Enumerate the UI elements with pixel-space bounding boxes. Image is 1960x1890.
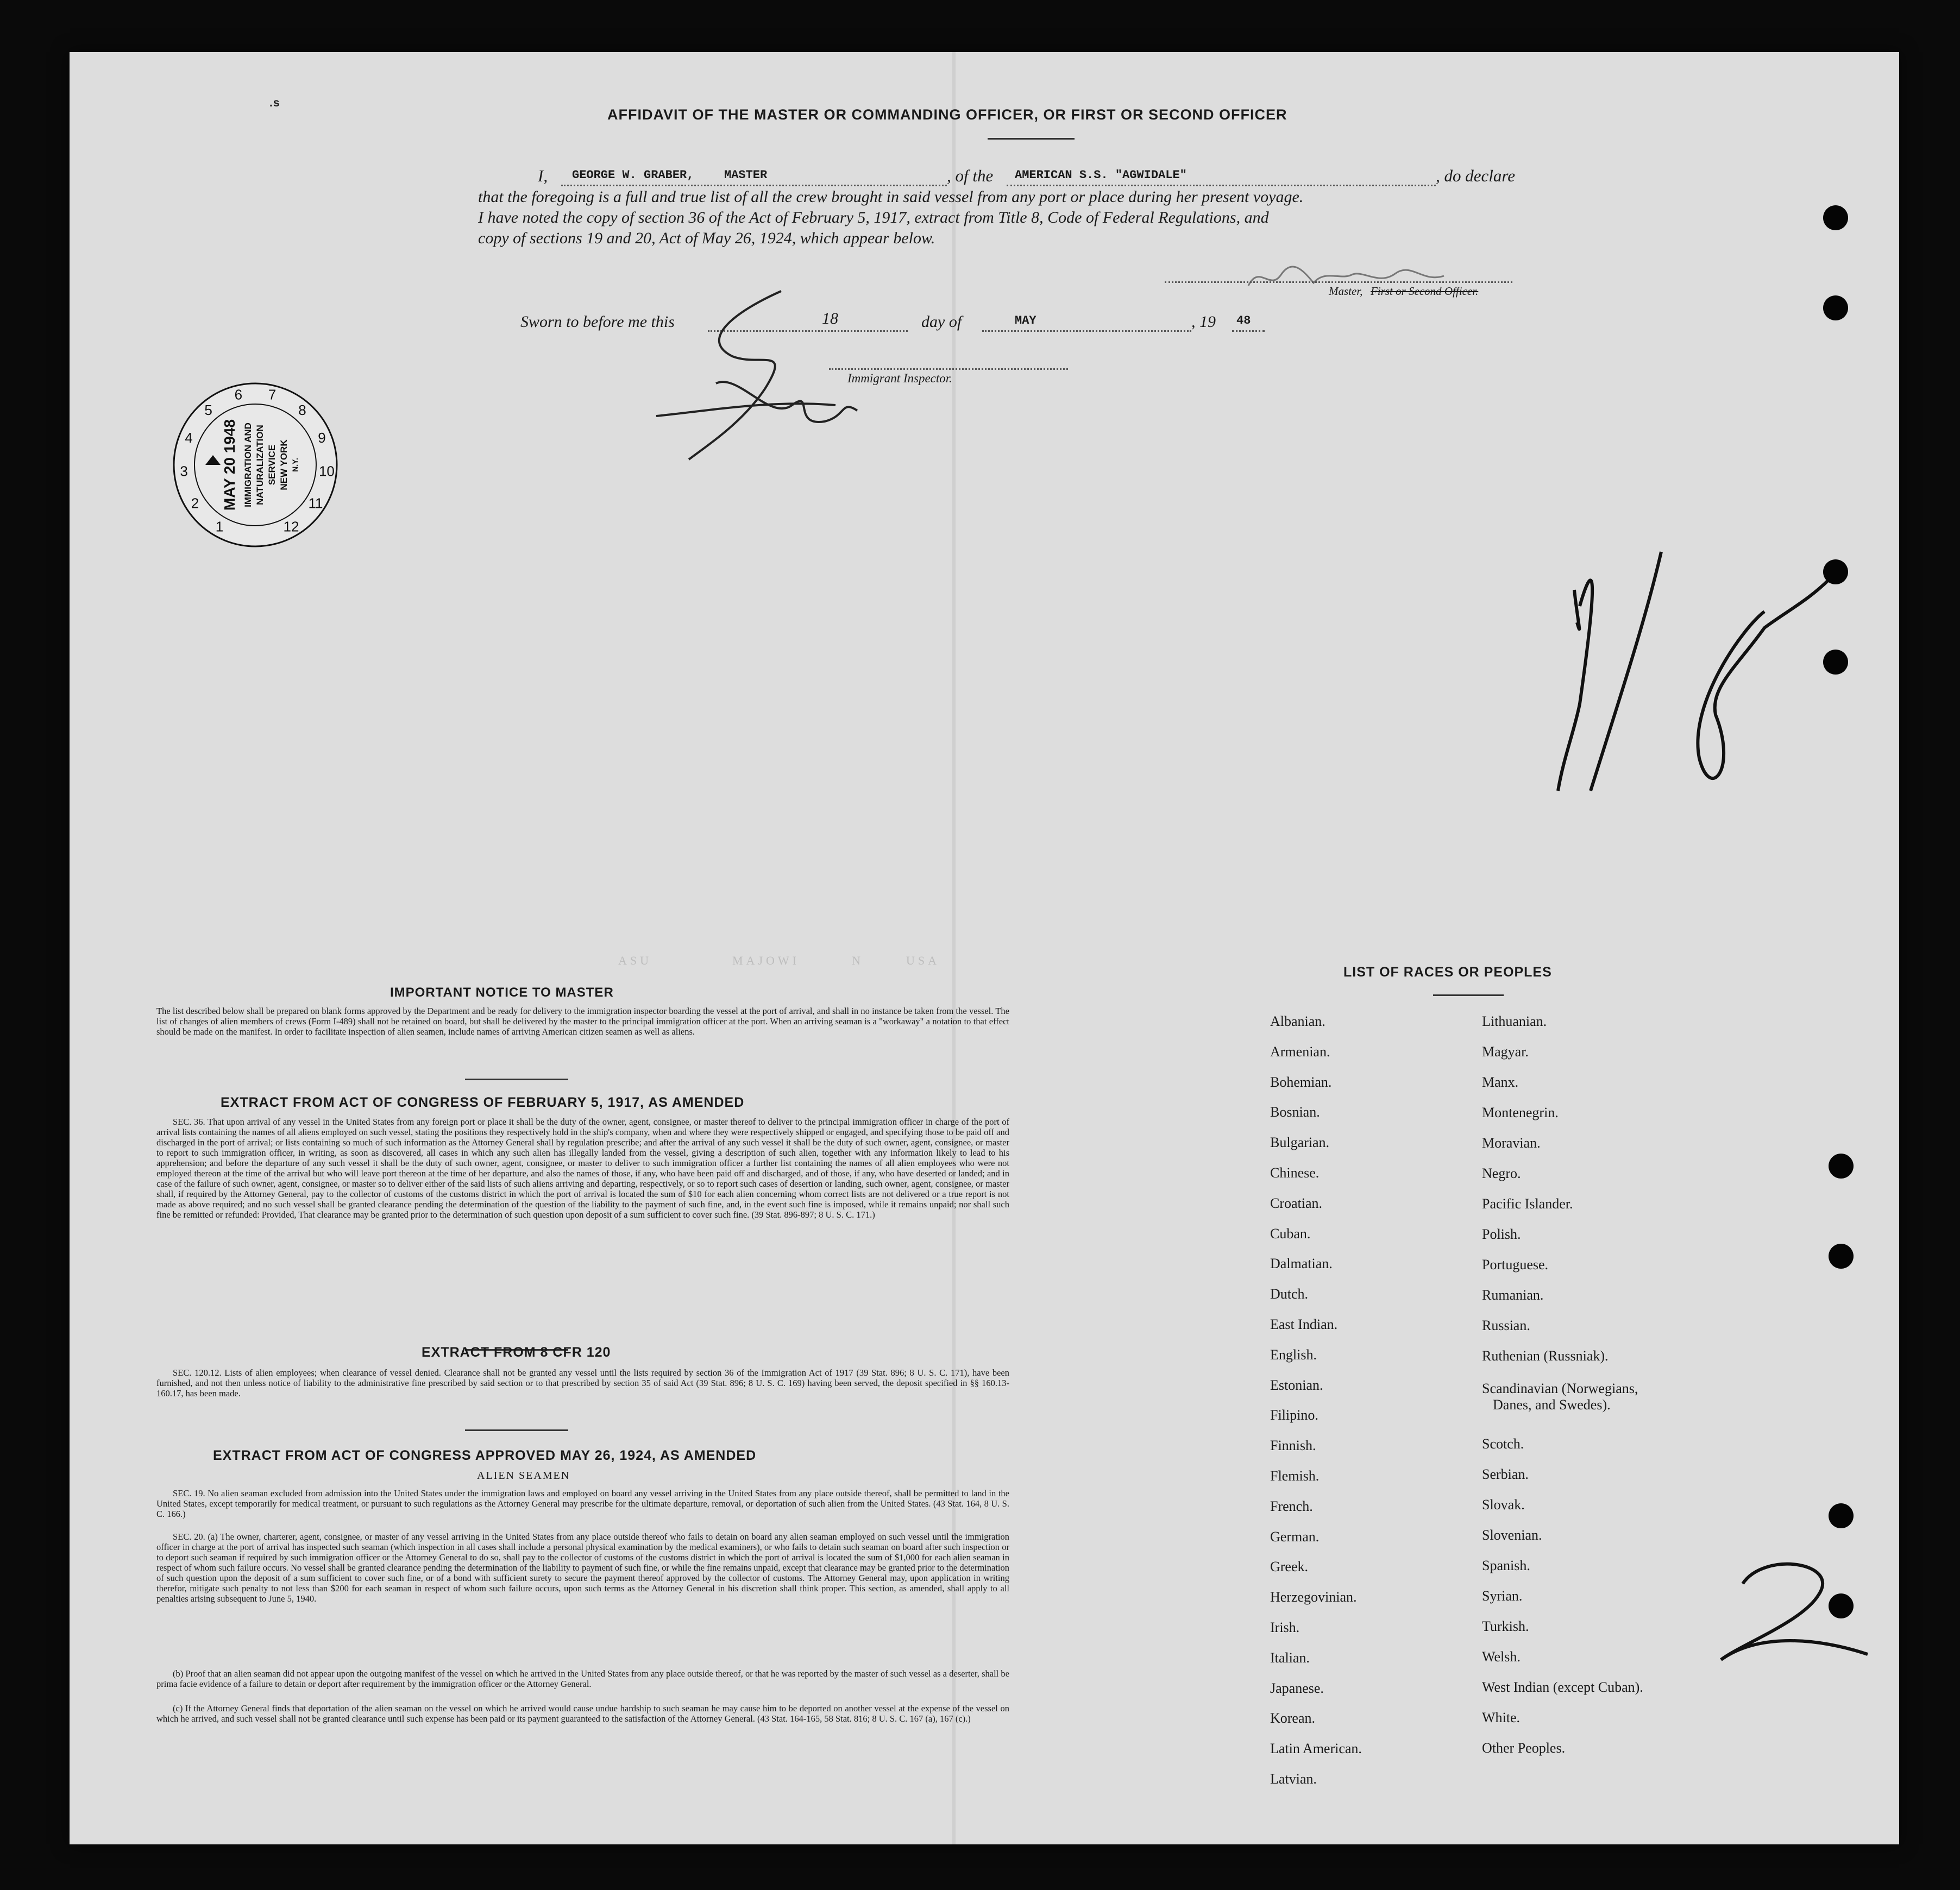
- stamp-line-5: N.Y.: [291, 458, 299, 472]
- inspector-line: [829, 367, 1068, 370]
- race-item: Spanish.: [1482, 1558, 1530, 1573]
- race-item: Korean.: [1270, 1710, 1316, 1727]
- stamp-line-4: NEW YORK: [279, 439, 289, 490]
- race-item: Irish.: [1270, 1620, 1300, 1635]
- race-item: Dalmatian.: [1270, 1256, 1333, 1272]
- race-item: East Indian.: [1270, 1316, 1338, 1332]
- section-20c: (c) If the Attorney General finds that deportation of the alien seaman on the vessel on which he arrived would cause undue hardship to such seaman he may cause him to be deported on another vessel at the expense of the vessel on which he arrived, and such vessel shall not be granted clearance until such expense has been paid or its payment guaranteed to the satisfaction of the Attorney General. (43 Stat. 164-165, 58 Stat. 816; 8 U. S. C. 167 (a), 167 (c).): [156, 1703, 1009, 1724]
- stamp-digit: 3: [180, 463, 188, 480]
- binder-hole: [1823, 650, 1848, 675]
- race-item: Slovenian.: [1482, 1527, 1542, 1543]
- race-item: West Indian (except Cuban).: [1482, 1679, 1643, 1695]
- name-field: [561, 166, 947, 186]
- race-item: Manx.: [1482, 1074, 1519, 1090]
- binder-hole: [1829, 1244, 1854, 1269]
- race-item: Herzegovinian.: [1270, 1589, 1357, 1605]
- stamp-line-3: SERVICE: [267, 444, 277, 486]
- binder-hole: [1829, 1593, 1854, 1618]
- section-20a: SEC. 20. (a) The owner, charterer, agent, consignee, or master of any vessel arriving in the United States from any place outside thereof who fails to detain on board any alien seaman employed on such vessel until the immigration officer in charge at the port of arrival has inspected such seaman (which inspection in all cases shall include a personal physical examination by the medical examiners), or who fails to detain such seaman on board after such inspection or to deport such seaman if required by such immigration officer or the Attorney General to do so, shall pay to the collector of customs of the customs district in which the port of arrival is located the sum of $1,000 for each alien seaman in respect of whom such failure occurs. No vessel shall be granted clearance pending the determination of the liability to payment of such fine, or while the fine remains unpaid, except that clearance may be granted prior to the determination of such question upon the deposit of a sum sufficient to cover such fine, or of a bond with sufficient surety to secure the payment thereof approved by the collector of customs. The Attorney General may, upon application in writing therefor, mitigate such penalty to not less than $200 for each seaman in respect of whom such failure occurs, upon such terms as the Attorney General in his discretion shall think proper. This section, as amended, shall apply to all penalties arising subsequent to June 5, 1940.: [156, 1532, 1009, 1604]
- extract-1924-title: EXTRACT FROM ACT OF CONGRESS APPROVED MAY 26, 1924, AS AMENDED: [213, 1448, 757, 1463]
- race-item: Dutch.: [1270, 1286, 1309, 1302]
- ghost-cell: USA: [906, 954, 940, 967]
- binder-hole: [1829, 1503, 1854, 1528]
- stamp-digit: 9: [318, 429, 326, 446]
- affidavit-line-2: that the foregoing is a full and true list of all the crew brought in said vessel from any port or place during her present voyage.: [478, 188, 1304, 206]
- month-field: [982, 312, 1191, 332]
- month-value: MAY: [1015, 314, 1036, 327]
- stamp-digit: 2: [191, 495, 199, 512]
- extract-1917-title: EXTRACT FROM ACT OF CONGRESS OF FEBRUARY 5, 1917, AS AMENDED: [221, 1095, 745, 1110]
- race-item: French.: [1270, 1498, 1313, 1514]
- affidavit-line-4: copy of sections 19 and 20, Act of May 26, 1924, which appear below.: [478, 229, 935, 247]
- stamp-digit: 8: [298, 402, 306, 419]
- stamp-digit: 1: [215, 518, 224, 535]
- vessel-field: [1007, 166, 1436, 186]
- race-item: Portuguese.: [1482, 1257, 1549, 1272]
- race-item: Bulgarian.: [1270, 1135, 1330, 1151]
- binder-hole: [1823, 205, 1848, 230]
- races-title: LIST OF RACES OR PEOPLES: [1343, 965, 1552, 980]
- ghost-row: [602, 954, 1362, 975]
- master-caption: Master,: [1329, 285, 1363, 298]
- day-value: 18: [822, 310, 838, 327]
- race-item: Cuban.: [1270, 1225, 1311, 1242]
- struck-caption: First or Second Officer.: [1371, 285, 1479, 298]
- corner-mark: .s: [269, 97, 280, 109]
- stamp-line-2: NATURALIZATION: [255, 425, 265, 505]
- race-item: Chinese.: [1270, 1165, 1320, 1181]
- binder-hole: [1823, 559, 1848, 584]
- binder-hole: [1823, 295, 1848, 320]
- race-item: Welsh.: [1482, 1649, 1521, 1665]
- divider-rule: [465, 1079, 568, 1080]
- stamp-digit: 11: [308, 495, 323, 512]
- document-sheet: [70, 52, 1899, 1844]
- stamp-digit: 4: [185, 429, 193, 446]
- affidavit-title: AFFIDAVIT OF THE MASTER OR COMMANDING OFFICER, OR FIRST OR SECOND OFFICER: [607, 106, 1287, 123]
- race-item: Lithuanian.: [1482, 1013, 1547, 1029]
- inspector-caption: Immigrant Inspector.: [847, 371, 952, 385]
- affidavit-i: I,: [538, 166, 548, 185]
- race-item: Filipino.: [1270, 1407, 1318, 1423]
- race-item: Albanian.: [1270, 1013, 1325, 1029]
- extract-cfr-body: SEC. 120.12. Lists of alien employees; when clearance of vessel denied. Clearance shall not be granted any vessel until the lists required by section 36 of the Immigration Act of 1917 (39 Stat. 896; 8 U. S. C. 171), have been furnished, and not then unless notice of liability to the administrative fine prescribed by said section or to that prescribed by section 35 of said Act (39 Stat. 896; 8 U. S. C. 169) having been served, the deposit specified in §§ 160.13-160.17, has been made.: [156, 1368, 1009, 1398]
- alien-seamen-subtitle: ALIEN SEAMEN: [477, 1470, 570, 1482]
- race-item: Rumanian.: [1482, 1287, 1544, 1303]
- name-value: GEORGE W. GRABER,: [572, 168, 694, 182]
- year-prefix: , 19: [1191, 313, 1216, 331]
- do-declare-text: , do declare: [1436, 166, 1516, 185]
- race-item: White.: [1482, 1710, 1521, 1725]
- stamp-digit: 7: [268, 386, 277, 403]
- race-item: Serbian.: [1482, 1466, 1529, 1482]
- notice-title: IMPORTANT NOTICE TO MASTER: [390, 985, 614, 1000]
- ghost-cell: MAJOWI: [732, 954, 800, 967]
- race-item: Bohemian.: [1270, 1074, 1332, 1090]
- race-item: Greek.: [1270, 1559, 1309, 1575]
- ghost-cell: N: [852, 954, 864, 967]
- handwritten-fraction: [1482, 487, 1851, 834]
- race-item: Polish.: [1482, 1226, 1521, 1242]
- race-item: Montenegrin.: [1482, 1105, 1559, 1120]
- title-rule: [988, 138, 1075, 140]
- race-item: Finnish.: [1270, 1438, 1316, 1454]
- section-19: SEC. 19. No alien seaman excluded from admission into the United States under the immigration laws and employed on board any vessel arriving in the United States from any place outside thereof, shall be permitted to land in the United States, except temporarily for medical treatment, or pursuant to such regulations as the Attorney General may prescribe for the ultimate departure, removal, or deportation of such alien from the United States. (43 Stat. 164, 8 U. S. C. 166.): [156, 1488, 1009, 1519]
- stamp-date: MAY 20 1948: [221, 419, 238, 511]
- race-item: Ruthenian (Russniak).: [1482, 1348, 1609, 1364]
- race-item: English.: [1270, 1346, 1317, 1363]
- race-item: Scotch.: [1482, 1436, 1524, 1452]
- races-rule: [1433, 994, 1504, 996]
- affidavit-line-3: I have noted the copy of section 36 of the Act of February 5, 1917, extract from Title 8, Code of Federal Regulations, and: [478, 209, 1269, 226]
- race-item: Syrian.: [1482, 1588, 1523, 1604]
- race-item: German.: [1270, 1528, 1320, 1545]
- extract-1917-body: SEC. 36. That upon arrival of any vessel in the United States from any foreign port or place it shall be the duty of the owner, agent, consignee, or master thereof to deliver to the principal immigration officer in charge of the port of arrival lists containing the names of all aliens employed on such vessel, stating the positions they respectively hold in the ship's company, when and where they were respectively shipped or engaged, and specifying those to be paid off and discharged in the port of arrival; or lists containing so much of such information as the Attorney General shall by regulation prescribe; and after the arrival of any such vessel it shall be the duty of such owner, agent, consignee, or master to report to such immigration officer, in writing, as soon as discovered, all cases in which any such alien has illegally landed from the vessel, giving a description of such alien, together with any information likely to lead to his apprehension; and before the departure of any such vessel it shall be the duty of such owner, agent, consignee, or master to deliver to such immigration officer a further list containing the names of all alien employees who were not employed thereon at the time of the arrival but who will leave port thereon at the time of her departure, and also the names of those, if any, who have been paid off and discharged, and of those, if any, who have deserted or landed; and in case of the failure of such owner, agent, consignee, or master so to deliver either of the said lists of such aliens arriving and departing, respectively, or so to report such cases of desertion or landing, such owner, agent, consignee, or master shall, if required by the Attorney General, pay to the collector of customs of the customs district in which the port of arrival is located the sum of $10 for each alien concerning whom correct lists are not delivered or a true report is not made as above required; and no such vessel shall be granted clearance pending the determination of the question of the liability to the payment of such fine, and, in the event such fine is imposed, while it remains unpaid; nor shall such fine be remitted or refunded: Provided, That clearance may be granted prior to the determination of such question upon deposit of a sum sufficient to cover such fine. (39 Stat. 896-897; 8 U. S. C. 171.): [156, 1117, 1009, 1220]
- year-value: 48: [1236, 314, 1251, 327]
- race-item: Other Peoples.: [1482, 1740, 1566, 1756]
- race-item: Armenian.: [1270, 1043, 1330, 1060]
- day-of-text: day of: [921, 313, 962, 331]
- stamp-digit: 6: [234, 386, 243, 403]
- master-signature-line: [1165, 280, 1512, 283]
- race-item: Magyar.: [1482, 1044, 1529, 1060]
- race-item: Slovak.: [1482, 1497, 1525, 1513]
- race-item: Croatian.: [1270, 1195, 1323, 1211]
- race-item: Negro.: [1482, 1166, 1521, 1181]
- race-item: Bosnian.: [1270, 1104, 1320, 1120]
- race-item: Flemish.: [1270, 1468, 1320, 1484]
- race-item: Danes, and Swedes).: [1493, 1397, 1611, 1413]
- race-item: Latvian.: [1270, 1771, 1317, 1787]
- of-the-text: , of the: [947, 166, 994, 185]
- immigration-stamp: [167, 378, 343, 552]
- ghost-cell: ASU: [618, 954, 652, 967]
- race-item: Italian.: [1270, 1649, 1310, 1666]
- stamp-line-1: IMMIGRATION AND: [243, 423, 253, 507]
- vessel-value: AMERICAN S.S. "AGWIDALE": [1015, 168, 1187, 182]
- year-field: [1232, 312, 1265, 332]
- stamp-digit: 12: [283, 518, 299, 535]
- race-item: Scandinavian (Norwegians,: [1482, 1381, 1638, 1396]
- stamp-digit: 5: [204, 402, 212, 419]
- stamp-digit: 10: [318, 463, 335, 480]
- extract-cfr-title: EXTRACT FROM 8 CFR 120: [422, 1345, 611, 1360]
- divider-rule: [465, 1429, 568, 1431]
- race-item: Japanese.: [1270, 1680, 1324, 1696]
- race-item: Latin American.: [1270, 1741, 1362, 1757]
- race-item: Estonian.: [1270, 1377, 1323, 1393]
- race-item: Russian.: [1482, 1318, 1530, 1333]
- race-item: Moravian.: [1482, 1135, 1541, 1151]
- race-item: Pacific Islander.: [1482, 1196, 1573, 1212]
- rank-value: MASTER: [724, 168, 768, 182]
- sworn-text: Sworn to before me this: [520, 313, 675, 331]
- notice-body: The list described below shall be prepared on blank forms approved by the Department and be ready for delivery to the immigration inspector boarding the vessel at the port of arrival, and shall in no instance be taken from the vessel. The list of changes of alien members of crews (Form I-489) shall not be retained on board, but shall be delivered by the master to the principal immigration officer at the port. When an arriving seaman is a "workaway" a notation to that effect should be made on the manifest. In order to facilitate inspection of alien seamen, include names of arriving American citizen seamen as well as aliens.: [156, 1006, 1009, 1037]
- section-20b: (b) Proof that an alien seaman did not appear upon the outgoing manifest of the vessel on which he arrived in the United States from any place outside thereof, or that he was reported by the master of such vessel as a deserter, shall be prima facie evidence of a failure to detain or deport after requirement by the immigration officer or the Attorney General.: [156, 1668, 1009, 1689]
- binder-hole: [1829, 1154, 1854, 1179]
- race-item: Turkish.: [1482, 1618, 1529, 1634]
